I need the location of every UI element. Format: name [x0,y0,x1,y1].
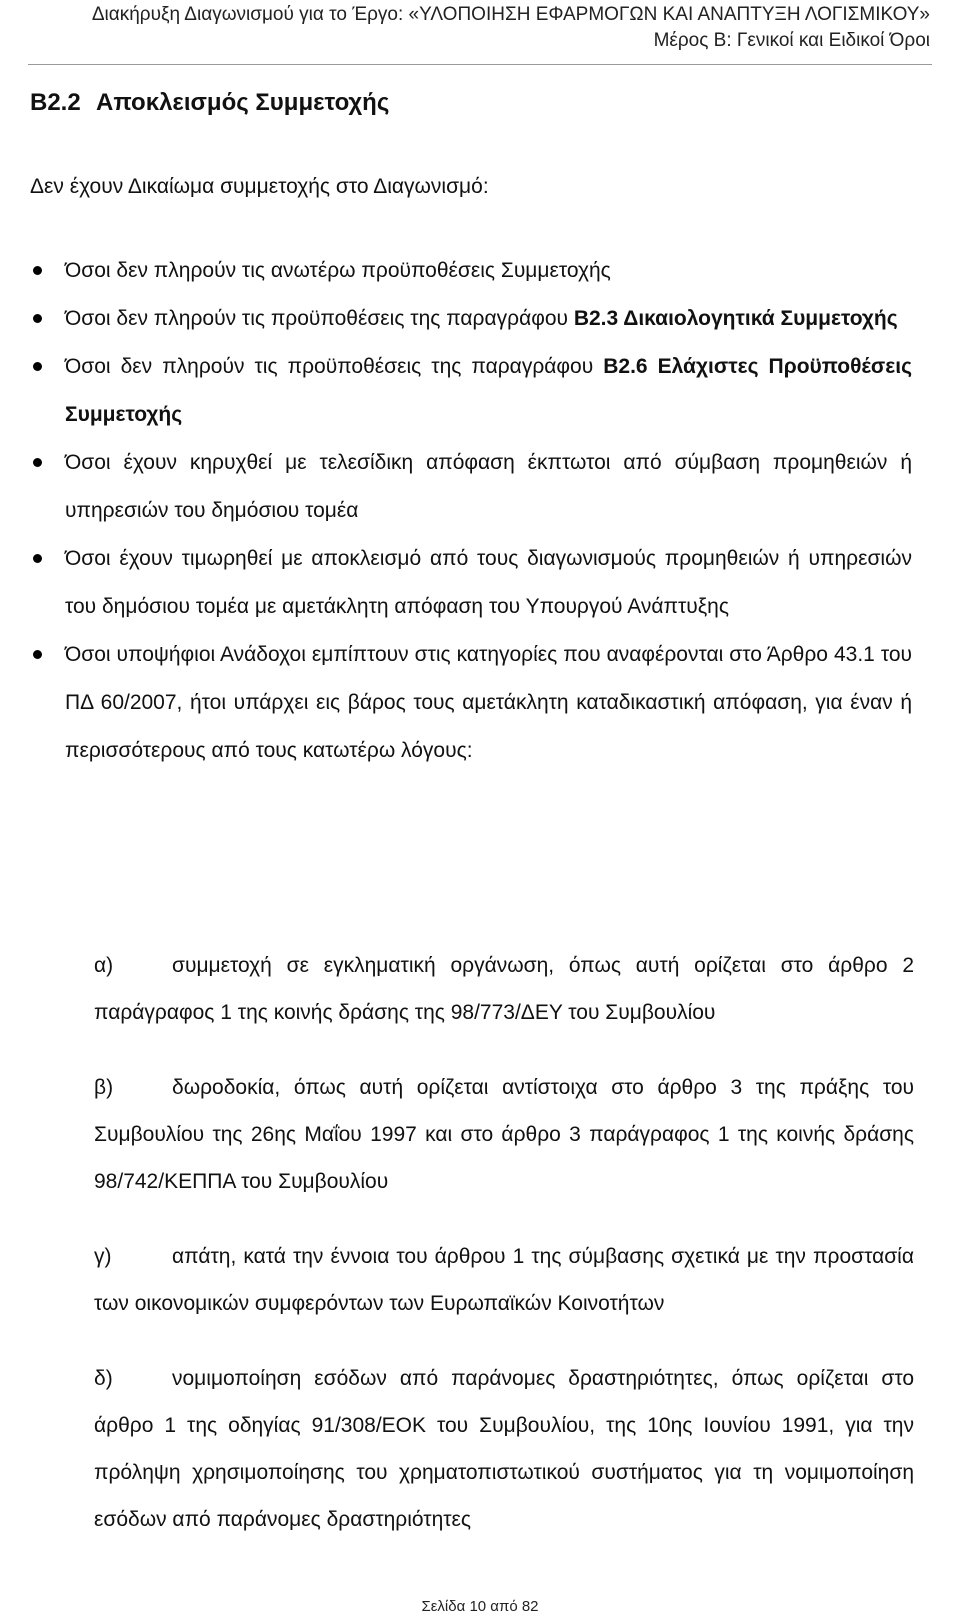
reason-item [94,1233,914,1327]
list-item-text: Όσοι δεν πληρούν τις προϋποθέσεις της παραγράφου [65,355,604,378]
reason-text: απάτη, κατά την έννοια του άρθρου 1 της σύμβασης σχετικά με την προστασία των οικονομικών συμφερόντων των Ευρωπαϊκών Κοινοτήτων [94,1245,914,1315]
bullet-icon [33,362,42,371]
header-document-title: Διακήρυξη Διαγωνισμού για το Έργο: «ΥΛΟΠΟΙΗΣΗ ΕΦΑΡΜΟΓΩΝ ΚΑΙ ΑΝΑΠΤΥΞΗ ΛΟΓΙΣΜΙΚΟΥ» [91,4,930,25]
list-item-text: Όσοι δεν πληρούν τις ανωτέρω προϋποθέσεις Συμμετοχής [65,259,611,282]
reason-label: α) [94,954,114,977]
list-item-text: Όσοι υποψήφιοι Ανάδοχοι εμπίπτουν στις κατηγορίες που αναφέρονται στο Άρθρο 43.1 του ΠΔ 60/2007, ήτοι υπάρχει εις βάρος τους αμετάκλητη καταδικαστική απόφαση, για έναν ή περισσότερους από τους κατωτέρω λόγους: [65,643,912,762]
list-item-reference: Β2.6 Ελάχιστες Προϋποθέσεις Συμμετοχής [65,355,912,426]
reason-item [94,942,914,1036]
bullet-icon [33,554,42,563]
list-item-reference: Β2.3 Δικαιολογητικά Συμμετοχής [573,307,898,330]
reason-text: νομιμοποίηση εσόδων από παράνομες δραστηριότητες, όπως ορίζεται στο άρθρο 1 της οδηγίας 91/308/ΕΟΚ του Συμβουλίου, της 10ης Ιουνίου 1991, για την πρόληψη χρησιμοποίησης του χρηματοπιστωτικού συστήματος για τη νομιμοποίηση εσόδων από παράνομες δραστηριότητες [94,1367,914,1531]
page-number: Σελίδα 10 από 82 [421,1598,539,1615]
list-item [30,631,912,775]
bullet-icon [33,650,42,659]
bullet-icon [33,314,42,323]
section-title: Αποκλεισμός Συμμετοχής [96,89,390,116]
bullet-icon [33,458,42,467]
list-item [30,343,912,439]
reason-label: δ) [94,1367,113,1390]
header-divider [28,64,932,65]
reason-label: γ) [94,1245,112,1268]
list-item [30,535,912,631]
section-heading [30,88,389,118]
reason-label: β) [94,1076,114,1099]
bullet-icon [33,266,42,275]
list-item [30,295,912,343]
header-part-title: Μέρος Β: Γενικοί και Ειδικοί Όροι [653,30,930,51]
reason-item [94,1064,914,1205]
intro-paragraph: Δεν έχουν Δικαίωμα συμμετοχής στο Διαγωνισμό: [30,175,489,198]
exclusion-list [30,247,912,775]
list-item [30,439,912,535]
reasons-list [94,942,914,1543]
reason-item [94,1355,914,1543]
list-item-text: Όσοι έχουν τιμωρηθεί με αποκλεισμό από τους διαγωνισμούς προμηθειών ή υπηρεσιών του δημόσιου τομέα με αμετάκλητη απόφαση του Υπουργού Ανάπτυξης [65,547,912,618]
reason-text: δωροδοκία, όπως αυτή ορίζεται αντίστοιχα στο άρθρο 3 της πράξης του Συμβουλίου της 26ης Μαΐου 1997 και στο άρθρο 3 παράγραφος 1 της κοινής δράσης 98/742/ΚΕΠΠΑ του Συμβουλίου [94,1076,914,1193]
page-header [92,2,930,54]
list-item [30,247,912,295]
reason-text: συμμετοχή σε εγκληματική οργάνωση, όπως αυτή ορίζεται στο άρθρο 2 παράγραφος 1 της κοινής δράσης της 98/773/ΔΕΥ του Συμβουλίου [94,954,914,1024]
section-number: Β2.2 [30,89,81,116]
list-item-text: Όσοι δεν πληρούν τις προϋποθέσεις της παραγράφου [65,307,574,330]
list-item-text: Όσοι έχουν κηρυχθεί με τελεσίδικη απόφαση έκπτωτοι από σύμβαση προμηθειών ή υπηρεσιών του δημόσιου τομέα [65,451,912,522]
